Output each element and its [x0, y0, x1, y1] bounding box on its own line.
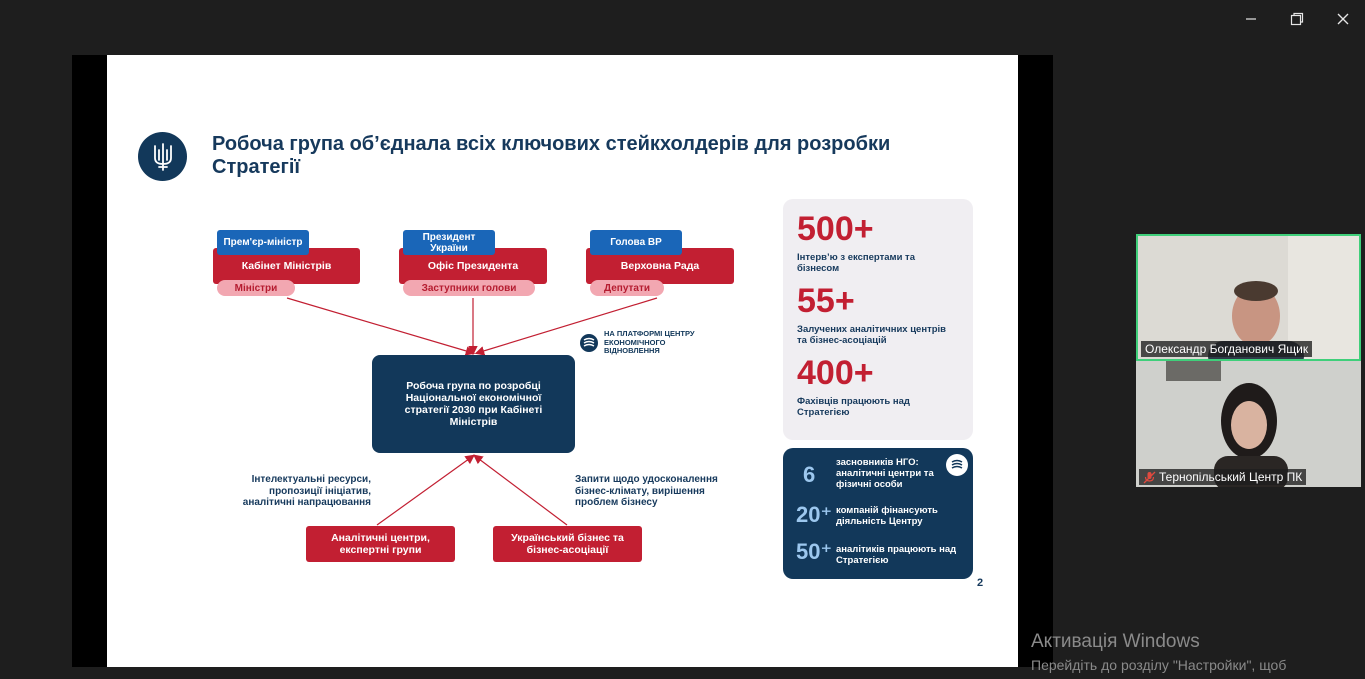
left-note: Інтелектуальні ресурси, пропозиції ініціатив, аналітичні напрацювання — [242, 474, 371, 508]
analysts-caption: аналітиків працюють над Стратегією — [836, 544, 957, 566]
minimize-icon — [1245, 13, 1257, 25]
stat-specialists-value: 400+ — [797, 354, 874, 392]
ministers-pill: Міністри — [217, 280, 295, 296]
activation-title: Активація Windows — [1031, 631, 1200, 652]
arrow-business — [475, 456, 567, 525]
economic-center-logo-icon — [579, 333, 599, 353]
cabinet-box: Кабінет Міністрів — [213, 248, 360, 284]
platform-label: НА ПЛАТФОРМІ ЦЕНТРУ ЕКОНОМІЧНОГО ВІДНОВЛЕННЯ — [579, 330, 719, 356]
participant-name: Олександр Богданович Ящик — [1141, 341, 1312, 357]
mic-muted-icon — [1143, 471, 1156, 484]
stat-centers-value: 55+ — [797, 282, 855, 320]
presentation-slide — [107, 55, 1018, 667]
analysts-value: 50⁺ — [796, 539, 833, 564]
rada-head-tag: Голова ВР — [590, 230, 682, 255]
participant-tile-2[interactable] — [1136, 361, 1361, 487]
working-group-box: Робоча група по розробці Національної економічної стратегії 2030 при Кабінеті Міністрів — [372, 355, 575, 453]
close-button[interactable] — [1326, 6, 1360, 32]
analytics-centers-box: Аналітичні центри, експертні групи — [306, 526, 455, 562]
funding-companies-value: 20⁺ — [796, 502, 833, 527]
ngo-stats-panel — [783, 448, 973, 579]
restore-icon — [1290, 12, 1304, 26]
stat-interviews-value: 500+ — [797, 210, 874, 248]
ngo-founders-value: 6 — [803, 462, 816, 487]
stat-specialists-caption: Фахівців працюють над Стратегією — [797, 396, 910, 418]
slide-title: Робоча група об’єднала всіх ключових стейкхолдерів для розробки Стратегії — [212, 133, 891, 178]
stat-interviews-caption: Інтерв’ю з експертами та бізнесом — [797, 252, 915, 274]
windows-activation-watermark — [1031, 631, 1286, 674]
stats-panel — [783, 199, 973, 440]
stat-centers-caption: Залучених аналітичних центрів та бізнес-асоціацій — [797, 324, 947, 346]
arrow-cabinet — [287, 298, 473, 353]
right-note: Запити щодо удосконалення бізнес-клімату, вирішення проблем бізнесу — [575, 474, 718, 508]
restore-button[interactable] — [1280, 6, 1314, 32]
page-number: 2 — [977, 577, 984, 589]
participant-name: Тернопільський Центр ПК — [1139, 469, 1306, 485]
arrow-analytics — [377, 456, 473, 525]
participant-tile-1[interactable] — [1136, 234, 1361, 361]
deputies-pill: Депутати — [590, 280, 664, 296]
deputies-head-pill: Заступники голови — [403, 280, 535, 296]
close-icon — [1337, 13, 1349, 25]
president-office-box: Офіс Президента — [399, 248, 547, 284]
minimize-button[interactable] — [1234, 6, 1268, 32]
pm-tag: Прем'єр-міністр — [217, 230, 309, 255]
funding-companies-caption: компаній фінансують діяльність Центру — [836, 505, 938, 527]
activation-subtitle: Перейдіть до розділу "Настройки", щоб — [1031, 657, 1287, 673]
president-tag: Президент України — [403, 230, 495, 255]
ngo-founders-caption: засновників НГО: аналітичні центри та фізичні особи — [836, 457, 934, 490]
ukrainian-business-box: Український бізнес та бізнес-асоціації — [493, 526, 642, 562]
rada-box: Верховна Рада — [586, 248, 734, 284]
